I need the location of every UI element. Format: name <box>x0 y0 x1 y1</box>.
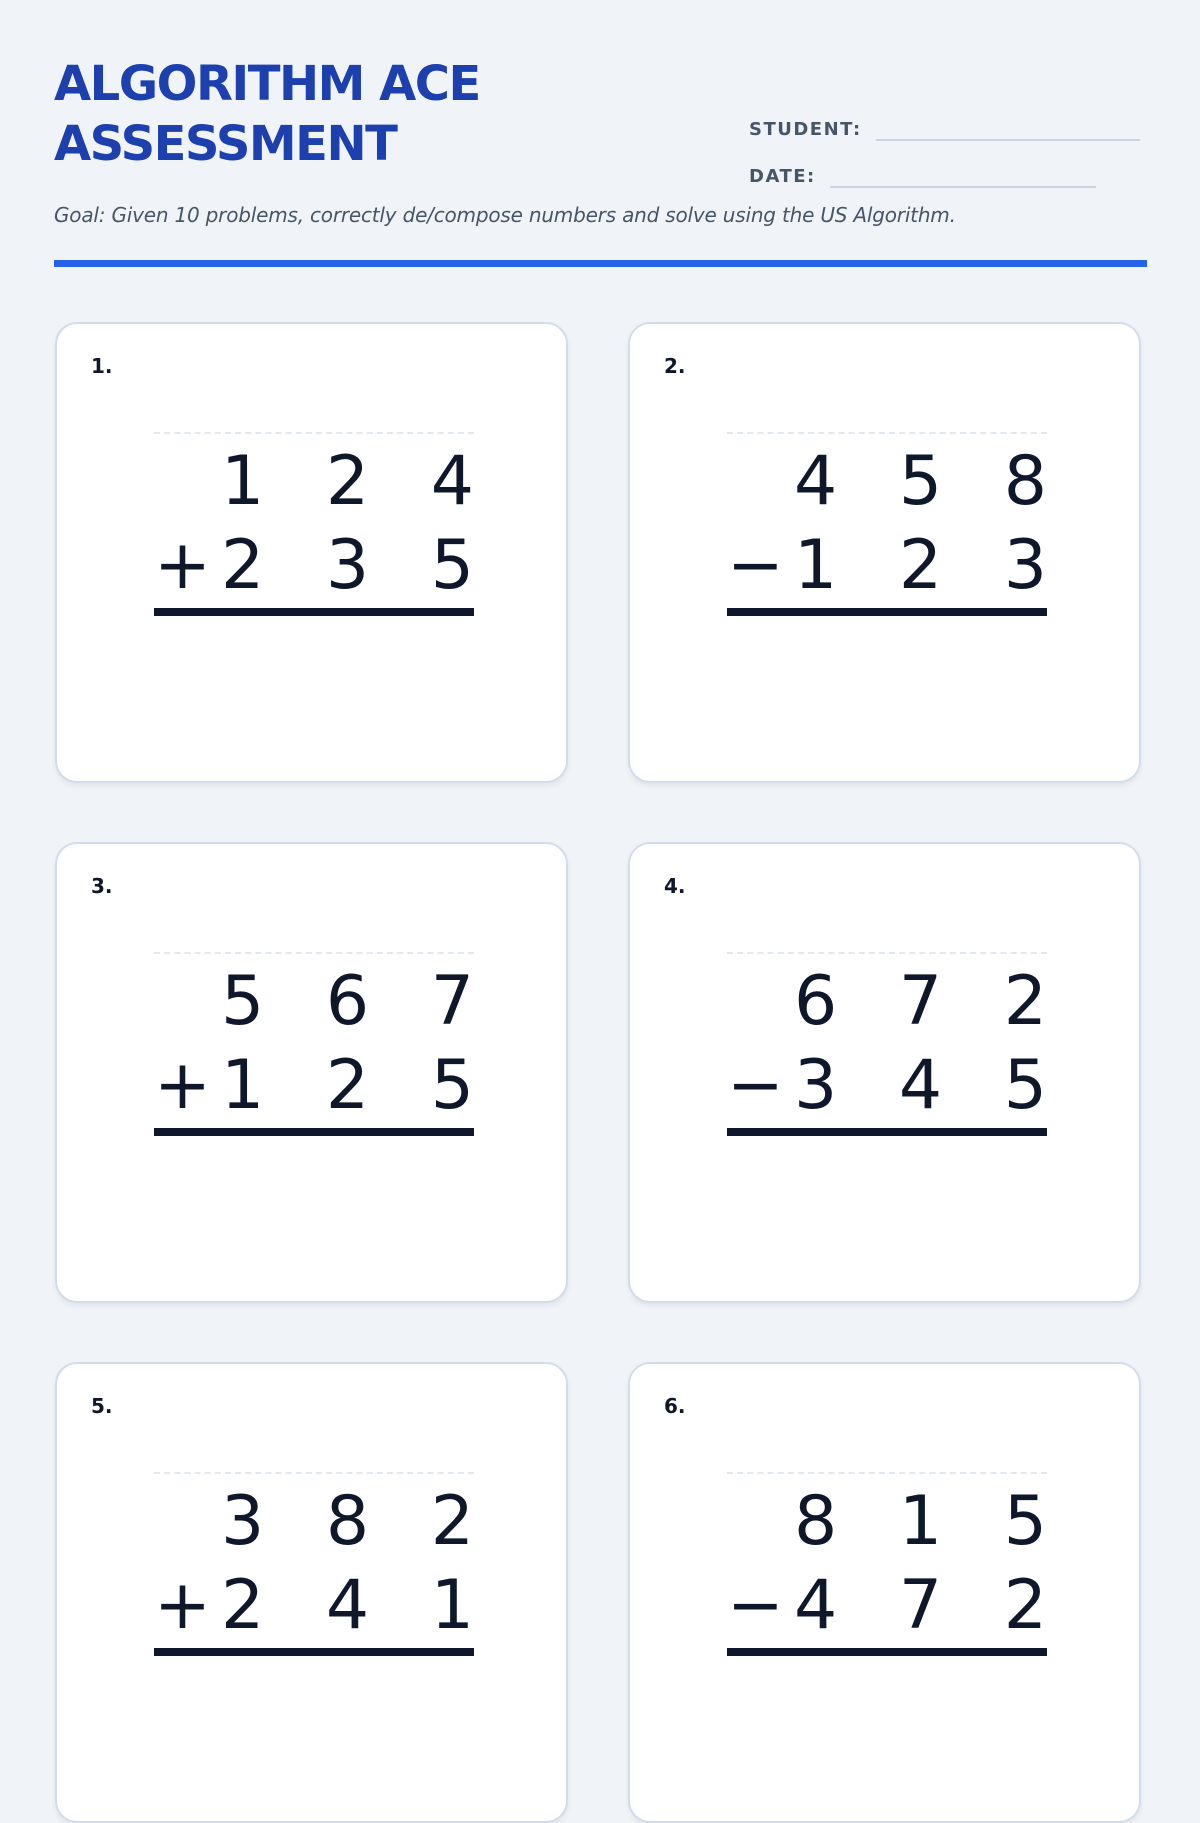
problem-card <box>628 842 1141 1303</box>
bottom-number: 1 2 3 <box>793 526 1067 605</box>
date-label: DATE: <box>749 166 816 187</box>
carry-guide-line <box>154 432 474 434</box>
plus-operator: + <box>154 1566 211 1645</box>
bottom-number: 3 4 5 <box>793 1046 1067 1125</box>
date-field <box>749 143 1149 190</box>
problem-number: 2. <box>664 354 686 378</box>
student-field <box>749 96 1149 143</box>
header-divider <box>54 260 1147 267</box>
problem-card <box>628 322 1141 783</box>
carry-guide-line <box>727 952 1047 954</box>
goal-statement: Goal: Given 10 problems, correctly de/compose numbers and solve using the US Algorithm. <box>54 203 956 227</box>
top-number: 4 5 8 <box>793 442 1067 521</box>
problem-number: 1. <box>91 354 113 378</box>
answer-line <box>154 608 474 616</box>
problem-workspace[interactable] <box>154 952 494 1136</box>
answer-line <box>727 1128 1047 1136</box>
minus-operator: − <box>727 526 784 605</box>
minus-operator: − <box>727 1046 784 1125</box>
answer-line <box>727 608 1047 616</box>
student-label: STUDENT: <box>749 119 862 140</box>
problem-workspace[interactable] <box>727 432 1067 616</box>
top-number: 6 7 2 <box>793 962 1067 1041</box>
top-number: 1 2 4 <box>220 442 494 521</box>
problem-card <box>628 1362 1141 1823</box>
date-line[interactable] <box>830 186 1096 188</box>
problem-workspace[interactable] <box>154 432 494 616</box>
worksheet-header <box>54 54 1147 187</box>
top-number: 3 8 2 <box>220 1482 494 1561</box>
problem-number: 3. <box>91 874 113 898</box>
top-number: 8 1 5 <box>793 1482 1067 1561</box>
problem-workspace[interactable] <box>727 1472 1067 1656</box>
student-info-fields <box>749 96 1149 190</box>
bottom-number: 2 3 5 <box>220 526 494 605</box>
plus-operator: + <box>154 526 211 605</box>
carry-guide-line <box>154 952 474 954</box>
plus-operator: + <box>154 1046 211 1125</box>
carry-guide-line <box>154 1472 474 1474</box>
worksheet-title: ALGORITHM ACE ASSESSMENT <box>54 56 480 172</box>
problem-number: 4. <box>664 874 686 898</box>
top-number: 5 6 7 <box>220 962 494 1041</box>
student-name-line[interactable] <box>876 139 1140 141</box>
problem-card <box>55 322 568 783</box>
carry-guide-line <box>727 1472 1047 1474</box>
answer-line <box>727 1648 1047 1656</box>
bottom-number: 1 2 5 <box>220 1046 494 1125</box>
minus-operator: − <box>727 1566 784 1645</box>
bottom-number: 4 7 2 <box>793 1566 1067 1645</box>
answer-line <box>154 1648 474 1656</box>
answer-line <box>154 1128 474 1136</box>
bottom-number: 2 4 1 <box>220 1566 494 1645</box>
carry-guide-line <box>727 432 1047 434</box>
problem-card <box>55 842 568 1303</box>
problem-workspace[interactable] <box>727 952 1067 1136</box>
problem-number: 6. <box>664 1394 686 1418</box>
problem-number: 5. <box>91 1394 113 1418</box>
problem-workspace[interactable] <box>154 1472 494 1656</box>
problem-card <box>55 1362 568 1823</box>
